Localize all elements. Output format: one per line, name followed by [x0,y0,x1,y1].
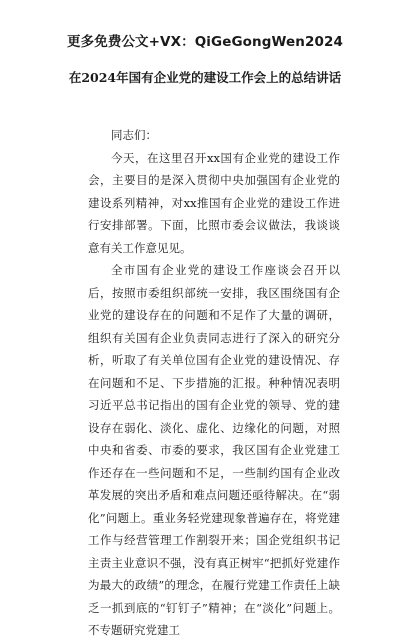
document-body [88,124,340,642]
paragraph-1: 今天，在这里召开xx国有企业党的建设工作会，主要目的是深入贯彻中央加强国有企业党的建设系列精神，对xx推国有企业党的建设工作进行安排部署。下面，比照市委会议做法，我谈谈意有关工作意见见。 [88,150,340,255]
paragraph-2: 全市国有企业党的建设工作座谈会召开以后，按照市委组织部统一安排，我区围绕国有企业党的建设存在的问题和不足作了大量的调研，组织有关国有企业负责同志进行了深入的研究分析，听取了有关单位国有企业党的建设情况、存在问题和不足、下步措施的汇报。种种情况表明习近平总书记指出的国有企业党的领导、党的建设存在弱化、淡化、虚化、边缘化的问题，对照中央和省委、市委的要求，我区国有企业党建工作还存在一些问题和不足，一些制约国有企业改革发展的突出矛盾和难点问题还亟待解决。在“弱化”问题上。重业务轻党建现象普遍存在，将党建工作与经营管理工作割裂开来；国企党组织书记主责主业意识不强，没有真正树牢“把抓好党建作为最大的政绩”的理念，在履行党建工作责任上缺乏一抓到底的“钉钉子”精神；在“淡化”问题上。不专题研究党建工 [88,263,340,637]
watermark-header: 更多免费公文+VX：QiGeGongWen2024 [67,34,343,50]
salutation [88,124,340,147]
salutation-text: 同志们： [111,128,157,142]
document-title: 在2024年国有企业党的建设工作会上的总结讲话 [68,70,342,85]
